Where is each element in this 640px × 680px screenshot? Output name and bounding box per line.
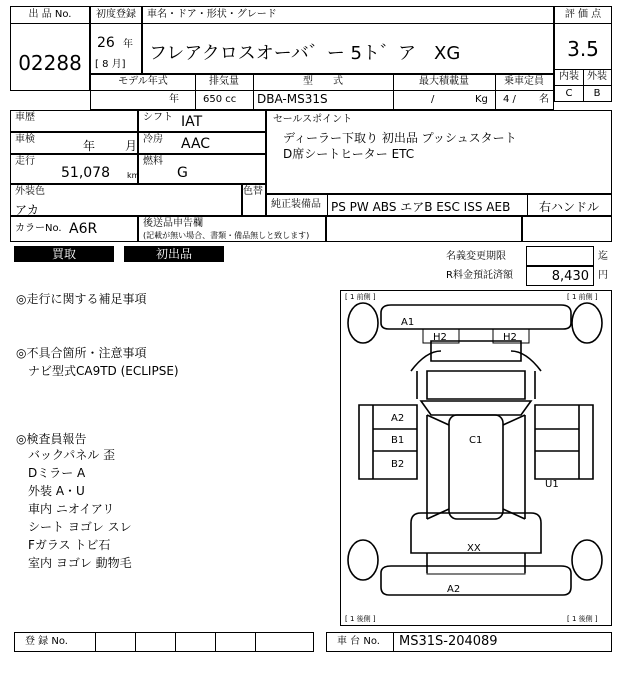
first-reg-label: 初度登録 bbox=[96, 9, 136, 20]
max-load-value: / bbox=[431, 94, 435, 105]
fuel-label: 燃料 bbox=[143, 156, 163, 167]
exterior-score: B bbox=[593, 88, 601, 99]
aircon-label: 冷房 bbox=[143, 134, 163, 145]
steering: 右ハンドル bbox=[538, 200, 599, 214]
chassis-label: 車 台 No. bbox=[337, 636, 380, 647]
report-item: 車内 ニオイアリ bbox=[28, 502, 115, 516]
specs-row bbox=[90, 74, 554, 110]
lot-no-label: 出 品 No. bbox=[28, 9, 72, 20]
ext-color: アカ bbox=[15, 203, 39, 217]
fuel: G bbox=[177, 165, 188, 181]
color-no-box bbox=[10, 216, 138, 242]
interior-score: C bbox=[565, 88, 573, 99]
displacement: 650 cc bbox=[203, 94, 237, 105]
report-item: バックパネル 歪 bbox=[28, 448, 116, 462]
equipment: PS PW ABS エアB ESC ISS AEB bbox=[331, 200, 511, 214]
mileage: 51,078 bbox=[61, 165, 110, 181]
car-diagram bbox=[340, 290, 612, 626]
buy-button[interactable]: 買取 bbox=[14, 246, 114, 262]
inspection-year: 年 bbox=[83, 139, 96, 153]
mileage-unit: km bbox=[127, 171, 140, 180]
report-item: シート ヨゴレ スレ bbox=[28, 520, 132, 534]
mark-door-rear: B2 bbox=[391, 459, 405, 470]
mark-back: XX bbox=[467, 543, 481, 554]
aftermarket-note: (記載が無い場合、書類・備品無しと致します) bbox=[143, 231, 310, 240]
type: DBA-MS31S bbox=[257, 92, 328, 106]
defects-note-1: ナビ型式CA9TD (ECLIPSE) bbox=[28, 364, 179, 378]
equipment-box bbox=[266, 194, 612, 216]
aftermarket-field-1 bbox=[326, 216, 522, 242]
recycle-value: 8,430 bbox=[551, 269, 589, 284]
fuel-box bbox=[138, 154, 266, 184]
mark-door-front: A2 bbox=[391, 413, 405, 424]
model-year-unit: 年 bbox=[169, 94, 179, 105]
score-label: 評 価 点 bbox=[564, 9, 602, 20]
repaint-label: 色替 bbox=[243, 186, 263, 197]
equipment-label: 純正装備品 bbox=[271, 199, 321, 210]
reg-month: [ 8 月] bbox=[95, 59, 126, 70]
chassis-box bbox=[326, 632, 612, 652]
mileage-label: 走行 bbox=[15, 156, 35, 167]
corner-label-rear-left: [ 1 後側 ] bbox=[345, 615, 376, 623]
corner-label-front-right: [ 1 前側 ] bbox=[567, 293, 598, 301]
mark-front-bumper: A1 bbox=[401, 317, 415, 328]
shift-box bbox=[138, 110, 266, 132]
sales-point-box bbox=[266, 110, 612, 194]
name-change-label: 名義変更期限 bbox=[446, 251, 506, 262]
history-label: 車歴 bbox=[15, 112, 35, 123]
corner-label-front-left: [ 1 前側 ] bbox=[345, 293, 376, 301]
mark-roof: C1 bbox=[469, 435, 483, 446]
mileage-box bbox=[10, 154, 138, 184]
name-change-unit: 迄 bbox=[598, 251, 608, 262]
reg-no-label: 登 録 No. bbox=[25, 636, 68, 647]
notes-section bbox=[16, 290, 316, 610]
defects-title: ◎不具合箇所・注意事項 bbox=[16, 346, 147, 360]
model-year-label: モデル年式 bbox=[118, 76, 168, 87]
car-name-box bbox=[142, 6, 554, 74]
aircon-box bbox=[138, 132, 266, 154]
mark-rear-bumper: A2 bbox=[447, 584, 461, 595]
color-no: A6R bbox=[69, 221, 98, 237]
max-load-label: 最大積載量 bbox=[419, 76, 469, 87]
name-change-field bbox=[526, 246, 594, 266]
car-name-label: 車名・ドア・形状・グレード bbox=[147, 9, 277, 20]
corner-label-rear-right: [ 1 後側 ] bbox=[567, 615, 598, 623]
sales-point-2: D席シートヒーター ETC bbox=[283, 147, 415, 161]
car-name: フレアクロスオーバ゛ー 5ト゛ア XG bbox=[149, 43, 461, 64]
sales-point-1: ディーラー下取り 初出品 プッシュスタート bbox=[283, 131, 517, 145]
exterior-label: 外装 bbox=[587, 71, 607, 82]
history-box bbox=[10, 110, 138, 132]
capacity-label: 乗車定員 bbox=[504, 76, 544, 87]
capacity: 4 / bbox=[503, 94, 516, 105]
score-box bbox=[554, 6, 612, 102]
inspection-label: 車検 bbox=[15, 134, 35, 145]
reg-no-box bbox=[14, 632, 314, 652]
chassis-no: MS31S-204089 bbox=[399, 634, 498, 649]
repaint-box bbox=[242, 184, 266, 216]
mark-headlight-left: H2 bbox=[433, 332, 447, 343]
interior-label: 内装 bbox=[559, 71, 579, 82]
capacity-unit: 名 bbox=[539, 94, 549, 105]
reg-year-unit: 年 bbox=[123, 39, 133, 50]
ext-color-box bbox=[10, 184, 242, 216]
report-item: Dミラー A bbox=[28, 466, 86, 480]
first-reg-box bbox=[90, 6, 142, 74]
mark-door-mid: B1 bbox=[391, 435, 405, 446]
score: 3.5 bbox=[567, 37, 599, 61]
aftermarket-field-2 bbox=[522, 216, 612, 242]
shift: IAT bbox=[181, 114, 203, 130]
aircon: AAC bbox=[181, 136, 211, 152]
inspection-month: 月 bbox=[125, 139, 138, 153]
max-load-unit: Kg bbox=[475, 94, 488, 105]
color-no-label: カラーNo. bbox=[15, 223, 62, 234]
report-item: 外装 A・U bbox=[28, 484, 85, 498]
mark-headlight-right: H2 bbox=[503, 332, 517, 343]
mark-right-side: U1 bbox=[545, 479, 559, 490]
car-diagram-drawing bbox=[341, 291, 611, 625]
lot-no-box bbox=[10, 6, 90, 91]
type-label: 型 式 bbox=[303, 76, 343, 87]
reg-year: 26 bbox=[97, 35, 115, 51]
aftermarket-box bbox=[138, 216, 326, 242]
lot-no: 02288 bbox=[18, 51, 82, 75]
first-listing-button[interactable]: 初出品 bbox=[124, 246, 224, 262]
ext-color-label: 外装色 bbox=[15, 186, 45, 197]
sales-point-label: セールスポイント bbox=[273, 114, 353, 125]
recycle-field bbox=[526, 266, 594, 286]
recycle-label: R料金預託済額 bbox=[446, 270, 513, 281]
report-item: Fガラス トビ石 bbox=[28, 538, 111, 552]
recycle-unit: 円 bbox=[598, 270, 608, 281]
inspection-box bbox=[10, 132, 138, 154]
displacement-label: 排気量 bbox=[209, 76, 239, 87]
inspector-title: ◎検査員報告 bbox=[16, 432, 87, 446]
shift-label: シフト bbox=[143, 112, 173, 123]
aftermarket-label: 後送品申告欄 bbox=[143, 218, 203, 229]
driving-title: ◎走行に関する補足事項 bbox=[16, 292, 147, 306]
report-item: 室内 ヨゴレ 動物毛 bbox=[28, 556, 132, 570]
